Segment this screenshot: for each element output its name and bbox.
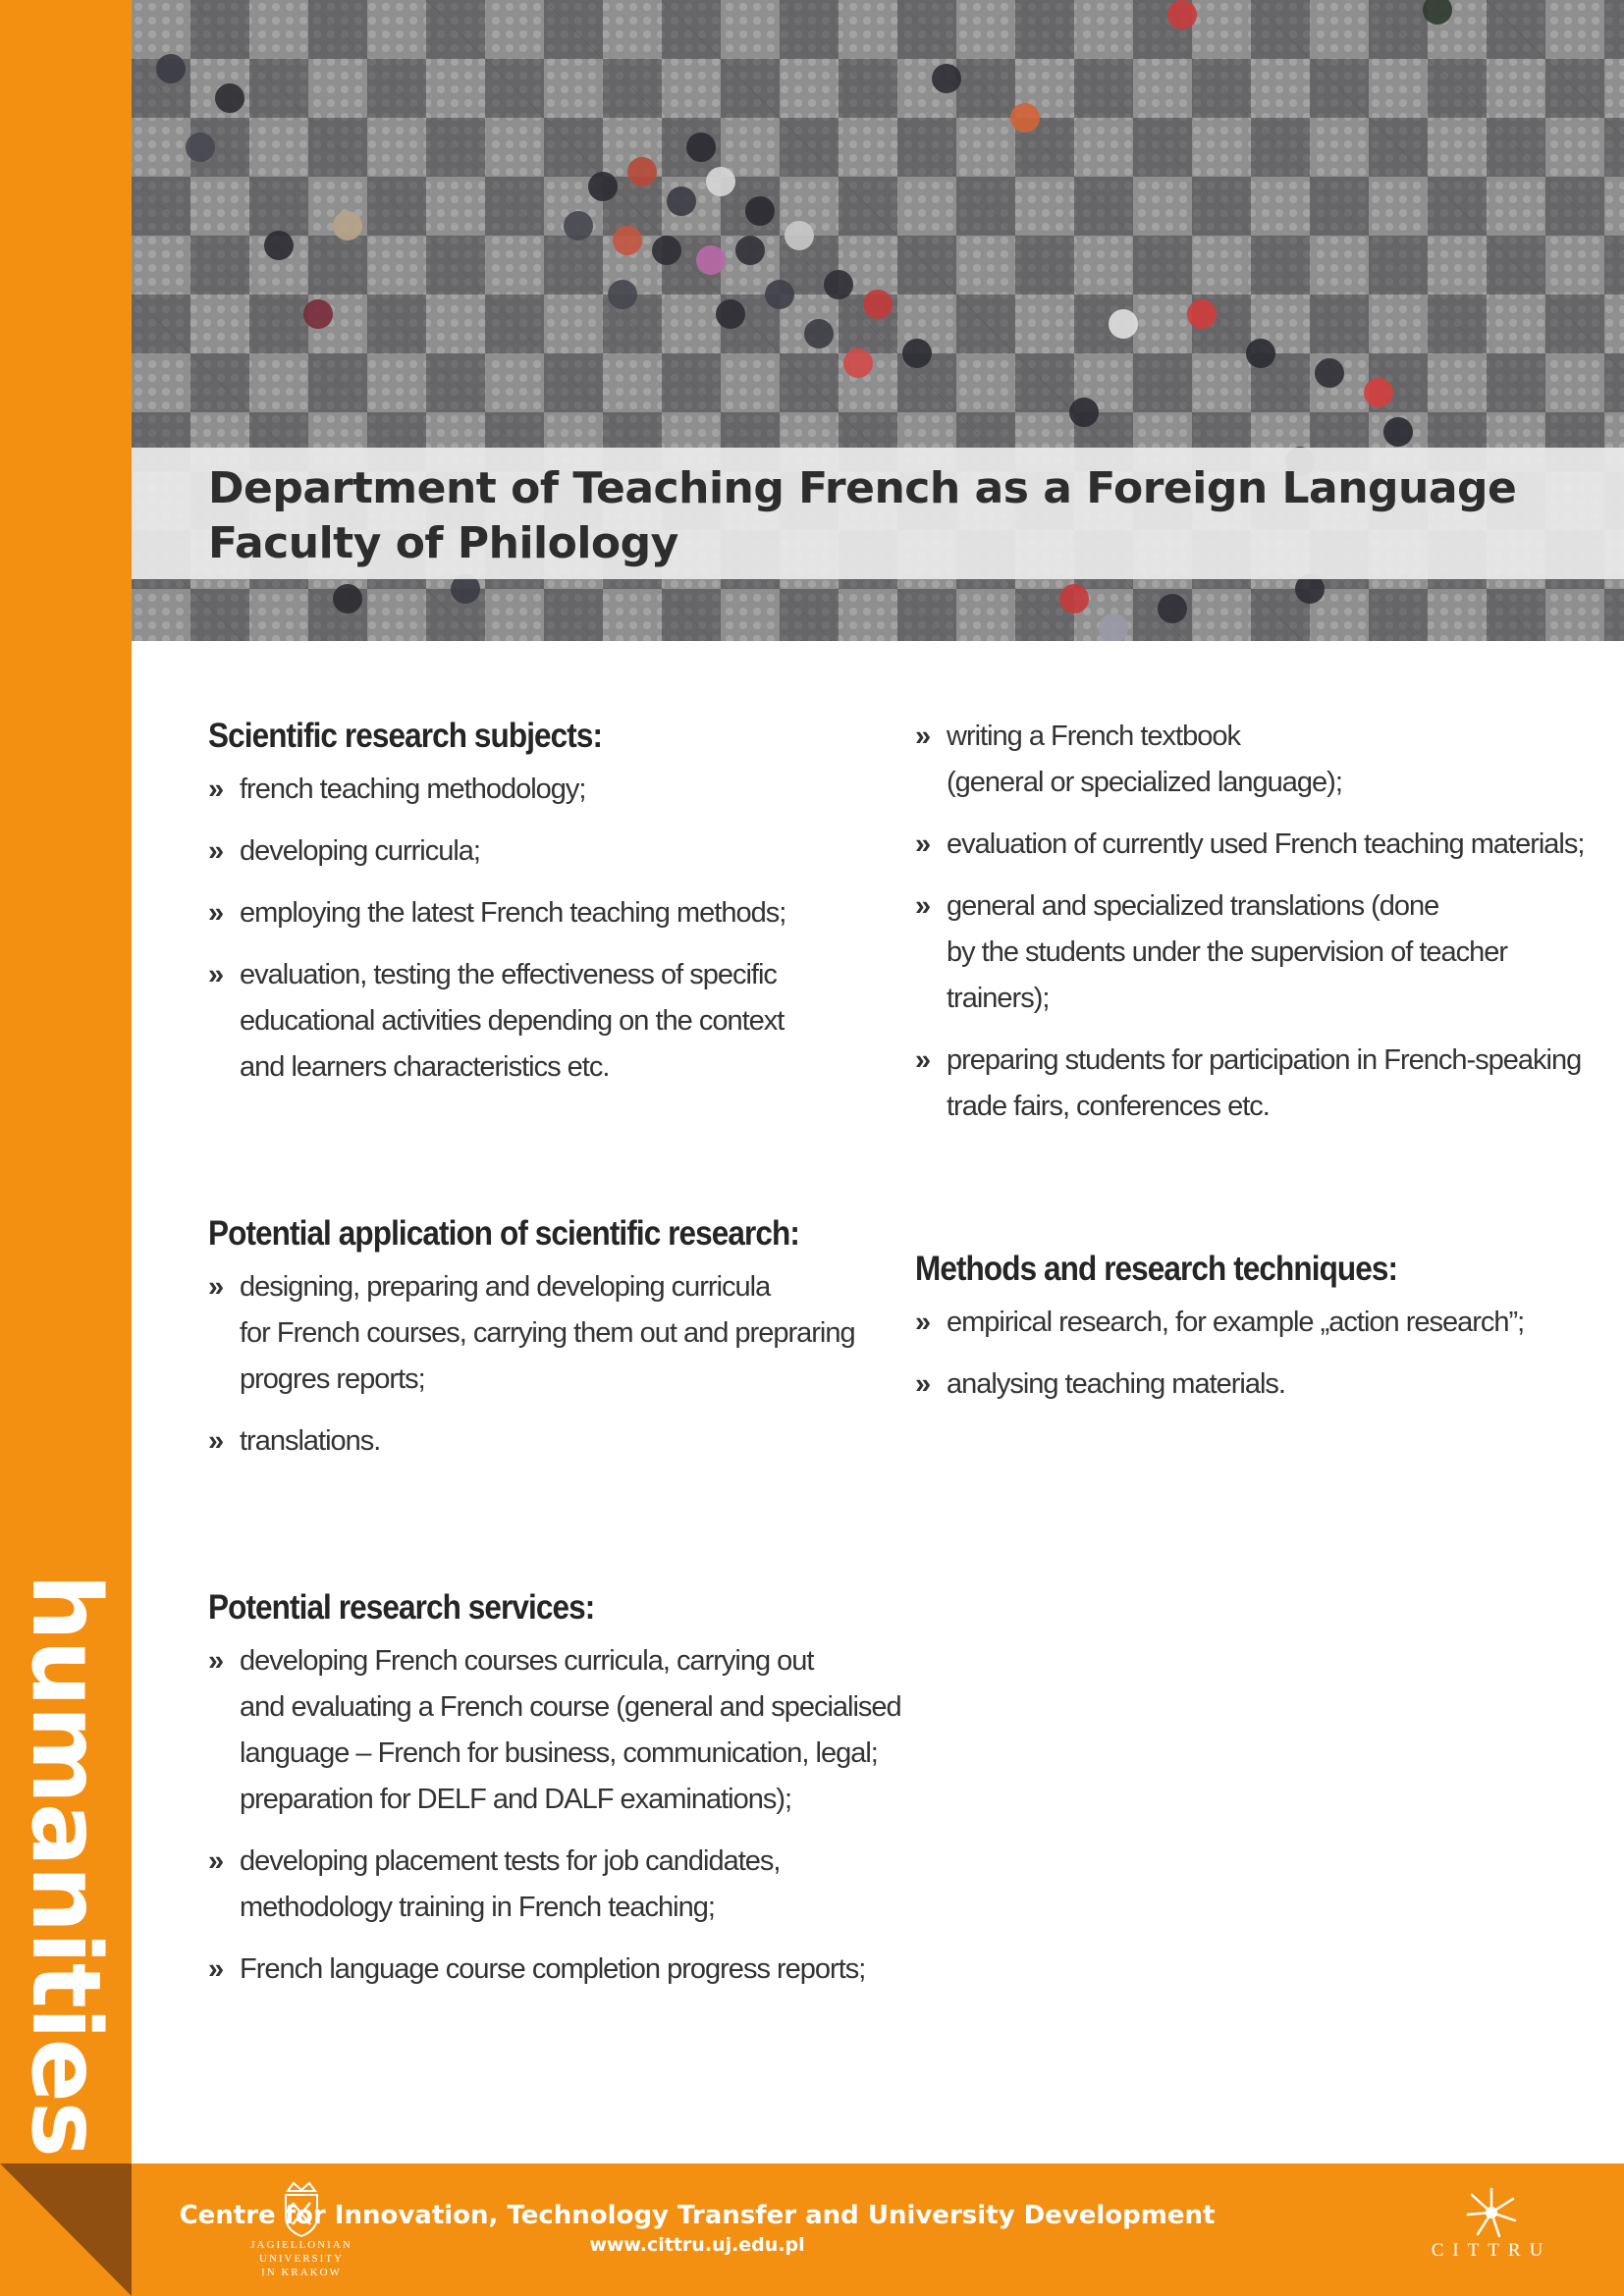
bullet-icon: » [208,897,224,929]
list-item-text [240,1638,901,1823]
footer-text [132,2199,1263,2258]
list-item-line: preparation for DELF and DALF examinations); [240,1784,792,1815]
bullet-list [208,1264,895,1465]
page-title-line-1: Department of Teaching French as a Foreign Language [208,463,1517,513]
list-item-line: progres reports; [240,1363,425,1395]
list-item-line: trade fairs, conferences etc. [947,1091,1270,1122]
list-item [208,1638,901,1823]
list-item-line: employing the latest French teaching methods; [240,897,786,929]
list-item-text [947,822,1602,868]
list-item [915,714,1602,806]
sidebar [0,0,132,2296]
list-item-line: and evaluating a French course (general and specialised [240,1691,901,1723]
footer-title: Centre for Innovation, Technology Transfer and University Development [179,2201,1216,2230]
list-item-line: preparing students for participation in French-speaking [947,1044,1582,1076]
section-scientific-subjects [208,714,895,1106]
bullet-icon: » [915,828,931,860]
list-item-line: designing, preparing and developing curricula [240,1271,771,1303]
bullet-icon: » [208,959,224,990]
section-heading: Scientific research subjects: [208,717,603,755]
section-heading: Potential application of scientific research: [208,1214,799,1253]
list-item-line: by the students under the supervision of teacher [947,936,1508,968]
section-potential-application [208,1211,895,1480]
list-item [208,890,895,936]
list-item-line: French language course completion progress reports; [240,1953,866,1985]
bullet-icon: » [208,774,224,805]
section-methods-techniques [915,1247,1602,1423]
bullet-icon: » [915,1044,931,1076]
page-title [208,461,1516,571]
hero-photo [132,0,1624,641]
list-item-line: empirical research, for example „action research”; [947,1307,1525,1338]
list-item-line: methodology training in French teaching; [240,1892,715,1923]
list-item-line: language – French for business, communication, legal; [240,1737,878,1769]
list-item-text [947,1038,1602,1130]
list-item [915,1300,1602,1346]
list-item [208,767,895,813]
list-item-text [947,1300,1602,1346]
sidebar-label: humanities [11,1574,121,2157]
list-item [208,828,895,875]
list-item-text [240,1839,895,1931]
bullet-icon: » [915,890,931,922]
list-item-line: trainers); [947,983,1050,1014]
bullet-icon: » [915,721,931,752]
list-item-line: french teaching methodology; [240,774,586,805]
list-item-line: (general or specialized language); [947,767,1342,798]
bullet-list [915,714,1602,1130]
list-item-text [240,1264,895,1403]
list-item [208,1264,895,1403]
list-item [915,1362,1602,1408]
bullet-icon: » [208,1271,224,1303]
list-item-line: translations. [240,1425,381,1457]
uj-name-line-2: IN KRAKOW [261,2267,342,2278]
bullet-list [208,767,895,1091]
list-item-text [240,1418,895,1465]
list-item-line: developing placement tests for job candidates, [240,1845,781,1877]
list-item [915,822,1602,868]
list-item-line: developing French courses curricula, carrying out [240,1645,814,1677]
bullet-icon: » [208,1845,224,1877]
list-item [208,952,895,1091]
list-item-text [947,883,1602,1022]
list-item [915,883,1602,1022]
bullet-icon: » [208,1425,224,1457]
list-item-text [947,1362,1602,1408]
list-item-line: and learners characteristics etc. [240,1051,610,1083]
cittru-name: CITTRU [1431,2240,1552,2261]
bullet-list [915,1300,1602,1408]
list-item-line: developing curricula; [240,835,480,867]
cittru-logo [1408,2185,1575,2283]
list-item-text [947,714,1602,806]
list-item-text [240,828,895,875]
list-item [915,1038,1602,1130]
footer [132,2163,1624,2296]
list-item-line: evaluation, testing the effectiveness of specific [240,959,777,990]
list-item [208,1839,895,1931]
list-item-line: evaluation of currently used French teaching materials; [947,828,1585,860]
page-title-line-2: Faculty of Philology [208,518,678,568]
list-item-text [240,952,895,1091]
star-icon [1462,2185,1521,2240]
list-item-line: general and specialized translations (done [947,890,1439,922]
section-heading: Methods and research techniques: [915,1250,1398,1288]
bullet-icon: » [915,1368,931,1400]
list-item [208,1418,895,1465]
list-item-line: writing a French textbook [947,721,1240,752]
corner-fold-icon [0,2163,132,2296]
list-item-line: educational activities depending on the context [240,1005,785,1037]
list-item [208,1947,895,1993]
bullet-icon: » [208,835,224,867]
list-item-text [240,1947,895,1993]
list-item-text [240,890,895,936]
bullet-icon: » [208,1953,224,1985]
list-item-text [240,767,895,813]
section-research-services [208,1585,901,2008]
bullet-icon: » [915,1307,931,1338]
section-scientific-subjects-continued [915,714,1602,1146]
section-heading: Potential research services: [208,1588,595,1627]
list-item-line: for French courses, carrying them out and prepraring [240,1317,855,1349]
list-item-line: analysing teaching materials. [947,1368,1285,1400]
bullet-list [208,1638,901,1993]
bullet-icon: » [208,1645,224,1677]
footer-url[interactable]: www.cittru.uj.edu.pl [589,2234,805,2256]
uj-name-line-1: JAGIELLONIAN UNIVERSITY [250,2239,352,2265]
